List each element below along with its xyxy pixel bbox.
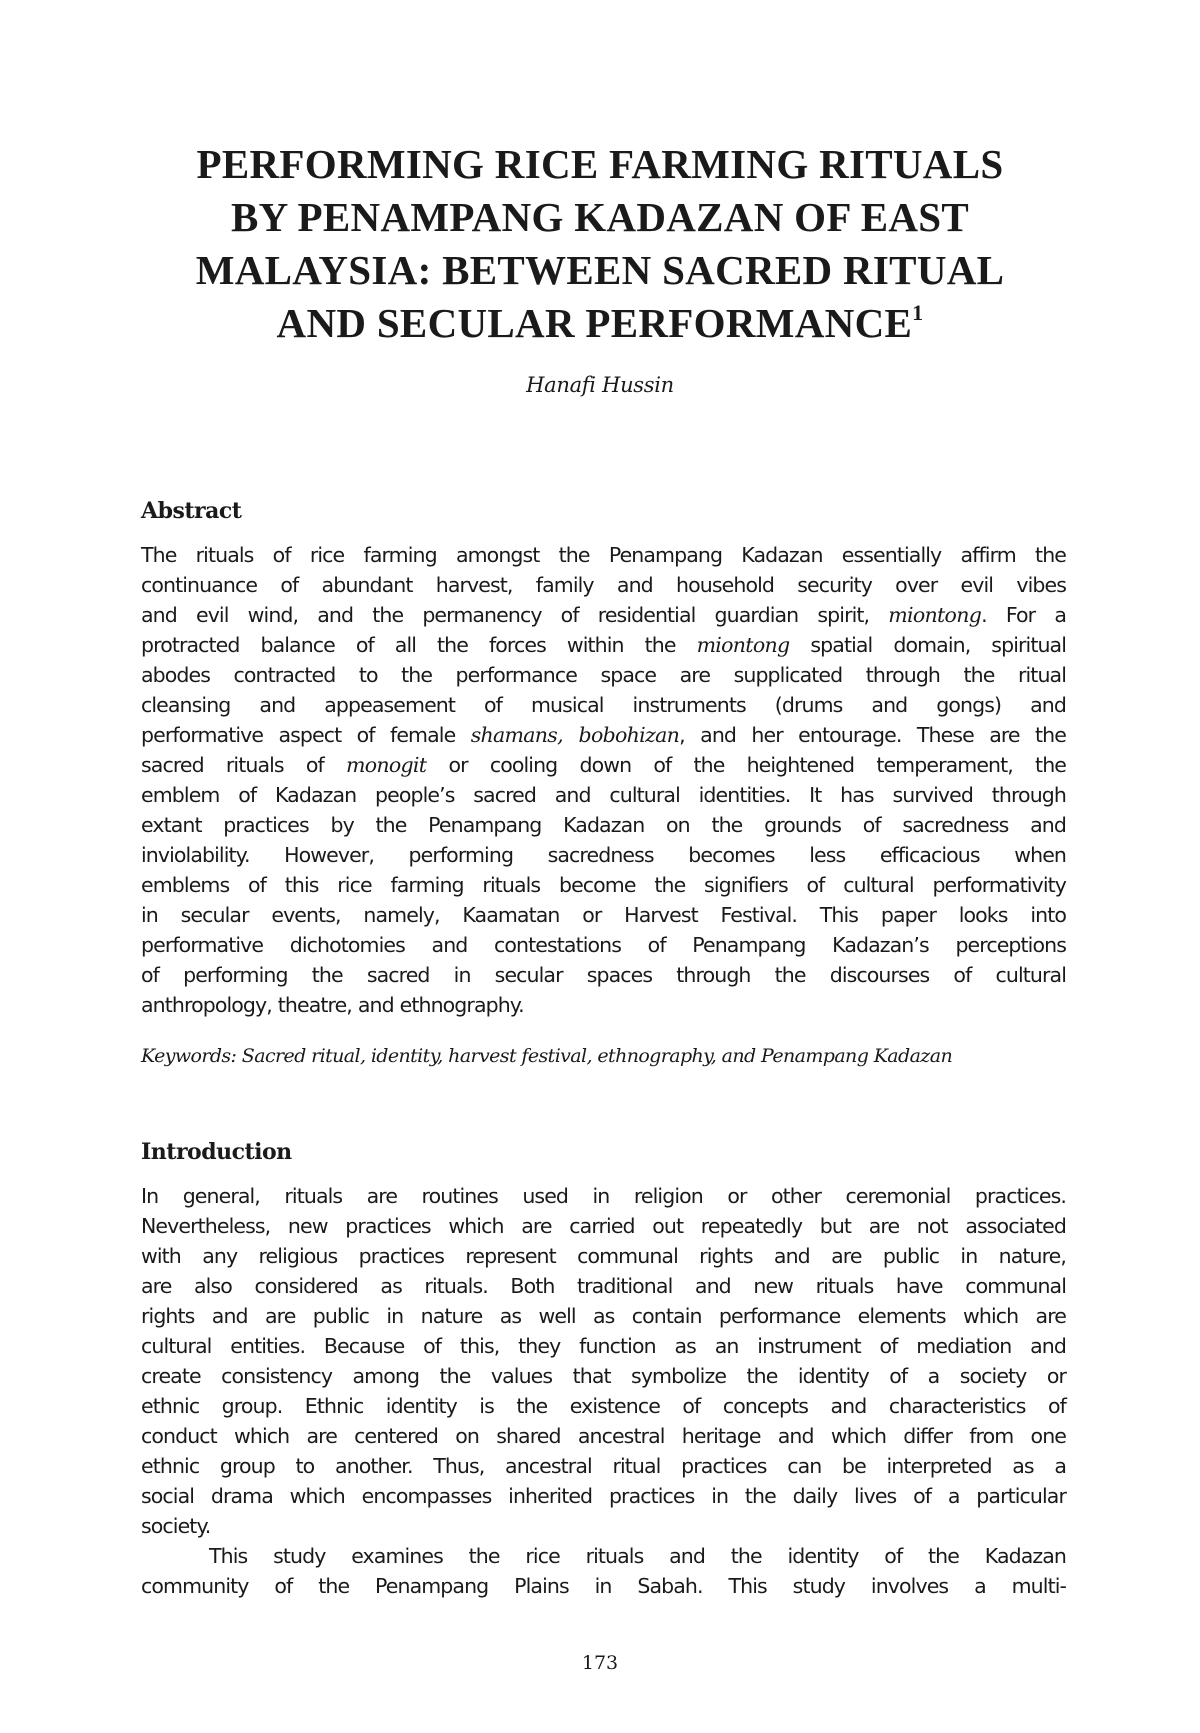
abstract-line: anthropology, theatre, and ethnography. xyxy=(141,993,524,1017)
intro-line-indented: This study examines the rice rituals and the identity of the Kadazan xyxy=(209,1544,1066,1568)
abstract-line: sacred rituals of monogit or cooling down of the heightened temperament, the xyxy=(141,753,1067,777)
intro-line: create consistency among the values that symbolize the identity of a society or xyxy=(141,1364,1066,1388)
page-number: 173 xyxy=(581,1652,619,1674)
abstract-line: performative dichotomies and contestations of Penampang Kadazan’s perceptions xyxy=(141,933,1066,957)
title-line-text: AND SECULAR PERFORMANCE xyxy=(276,300,913,346)
footnote-mark: 1 xyxy=(912,300,924,325)
abstract-line: protracted balance of all the forces within the miontong spatial domain, spiritual xyxy=(141,633,1067,657)
italic-term: miontong xyxy=(888,603,982,627)
italic-term: miontong xyxy=(696,633,790,657)
paper-title xyxy=(140,138,1060,350)
italic-term: shamans, bobohizan xyxy=(470,723,680,747)
abstract-line: continuance of abundant harvest, family and household security over evil vibes xyxy=(141,573,1066,597)
title-line: PERFORMING RICE FARMING RITUALS xyxy=(196,141,1004,187)
abstract-line: performative aspect of female shamans, bobohizan, and her entourage. These are the xyxy=(141,723,1066,747)
title-line-last xyxy=(140,297,1060,350)
abstract-line: of performing the sacred in secular spaces through the discourses of cultural xyxy=(141,963,1066,987)
intro-line: social drama which encompasses inherited practices in the daily lives of a particular xyxy=(141,1484,1066,1508)
abstract-line: inviolability. However, performing sacredness becomes less efficacious when xyxy=(141,843,1066,867)
abstract-line: abodes contracted to the performance space are supplicated through the ritual xyxy=(141,663,1066,687)
author-name: Hanafi Hussin xyxy=(526,373,674,397)
introduction-body xyxy=(141,1181,1066,1601)
intro-line: community of the Penampang Plains in Sabah. This study involves a multi- xyxy=(141,1574,1066,1598)
abstract-body xyxy=(141,540,1066,1020)
abstract-line: emblems of this rice farming rituals become the signifiers of cultural performativity xyxy=(141,873,1066,897)
abstract-heading: Abstract xyxy=(141,498,242,524)
title-line: BY PENAMPANG KADAZAN OF EAST xyxy=(230,194,970,240)
title-line: MALAYSIA: BETWEEN SACRED RITUAL xyxy=(195,247,1005,293)
intro-line: cultural entities. Because of this, they function as an instrument of mediation and xyxy=(141,1334,1066,1358)
abstract-line: The rituals of rice farming amongst the Penampang Kadazan essentially affirm the xyxy=(141,543,1066,567)
abstract-line: in secular events, namely, Kaamatan or Harvest Festival. This paper looks into xyxy=(141,903,1066,927)
abstract-line: and evil wind, and the permanency of residential guardian spirit, miontong. For a xyxy=(141,603,1066,627)
introduction-heading: Introduction xyxy=(141,1139,292,1165)
italic-term: monogit xyxy=(345,753,427,777)
intro-line: rights and are public in nature as well as contain performance elements which are xyxy=(141,1304,1066,1328)
intro-line: with any religious practices represent communal rights and are public in nature, xyxy=(141,1244,1066,1268)
abstract-line: emblem of Kadazan people’s sacred and cultural identities. It has survived through xyxy=(141,783,1066,807)
intro-line: ethnic group to another. Thus, ancestral ritual practices can be interpreted as a xyxy=(141,1454,1066,1478)
intro-line: In general, rituals are routines used in religion or other ceremonial practices. xyxy=(141,1184,1066,1208)
keywords: Keywords: Sacred ritual, identity, harvest festival, ethnography, and Penampang Kadazan xyxy=(141,1045,953,1067)
intro-line: society. xyxy=(141,1514,211,1538)
abstract-line: cleansing and appeasement of musical instruments (drums and gongs) and xyxy=(141,693,1066,717)
intro-line: ethnic group. Ethnic identity is the existence of concepts and characteristics of xyxy=(141,1394,1066,1418)
abstract-line: extant practices by the Penampang Kadazan on the grounds of sacredness and xyxy=(141,813,1066,837)
intro-line: Nevertheless, new practices which are carried out repeatedly but are not associated xyxy=(141,1214,1066,1238)
intro-line: are also considered as rituals. Both traditional and new rituals have communal xyxy=(141,1274,1066,1298)
intro-line: conduct which are centered on shared ancestral heritage and which differ from one xyxy=(141,1424,1066,1448)
